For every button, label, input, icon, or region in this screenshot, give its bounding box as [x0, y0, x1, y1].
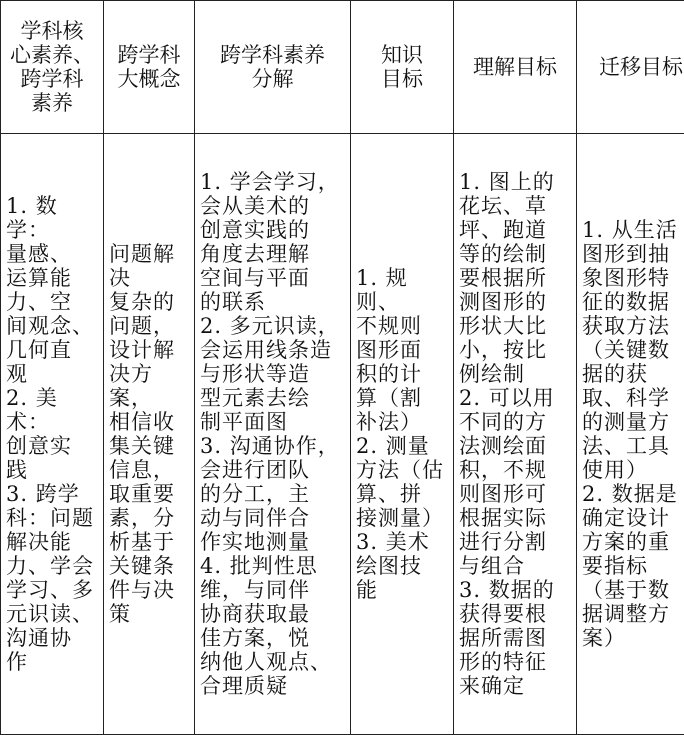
cell-knowledge-goal: 1. 规则、 不规则 图形面 积的计 算（割 补法） 2. 测量 方法（估 算、拼 接测量） 3. 美术 绘图技 能 [351, 134, 454, 735]
header-core-literacy: 学科核 心素养、 跨学科 素养 [1, 1, 104, 134]
cell-big-concept: 问题解决 复杂的 问题， 设计解 决方案， 相信收 集关键 信息， 取重要 素，分 析基于 关键条 件与决 策 [104, 134, 195, 735]
header-big-concept: 跨学科 大概念 [104, 1, 195, 134]
cell-transfer-goal: 1. 从生活 图形到抽 象图形特 征的数据 获取方法 （关键数 据的获 取、科学 的测量方 法、工具 使用） 2. 数据是 确定设计 方案的重 要指标 （基于数 据调整方 案） [577, 134, 684, 735]
header-understanding-goal: 理解目标 [454, 1, 577, 134]
table-row [1, 134, 684, 735]
cell-core-literacy: 1. 数学： 量感、 运算能 力、空 间观念、 几何直 观 2. 美术： 创意实 践 3. 跨学 科：问题 解决能 力、学会 学习、多 元识读、 沟通协 作 [1, 134, 104, 735]
header-knowledge-goal: 知识 目标 [351, 1, 454, 134]
cell-understanding-goal: 1. 图上的 花坛、草 坪、跑道 等的绘制 要根据所 测图形的 形状大比 小，按比 例绘制 2. 可以用 不同的方 法测绘面 积，不规 则图形可 根据实际 进行分割 与组合 3. 数据的 获得要根 据所需图 形的特征 来确定 [454, 134, 577, 735]
header-transfer-goal: 迁移目标 [577, 1, 684, 134]
cell-literacy-breakdown: 1. 学会学习， 会从美术的 创意实践的 角度去理解 空间与平面 的联系 2. 多元识读， 会运用线条造 与形状等造 型元素去绘 制平面图 3. 沟通协作， 会进行团队 的分工，主 动与同伴合 作实地测量 4. 批判性思 维，与同伴 协商获取最 佳方案，悦 纳他人观点、 合理质疑 [195, 134, 351, 735]
header-literacy-breakdown: 跨学科素养 分解 [195, 1, 351, 134]
table-header-row [1, 1, 684, 134]
